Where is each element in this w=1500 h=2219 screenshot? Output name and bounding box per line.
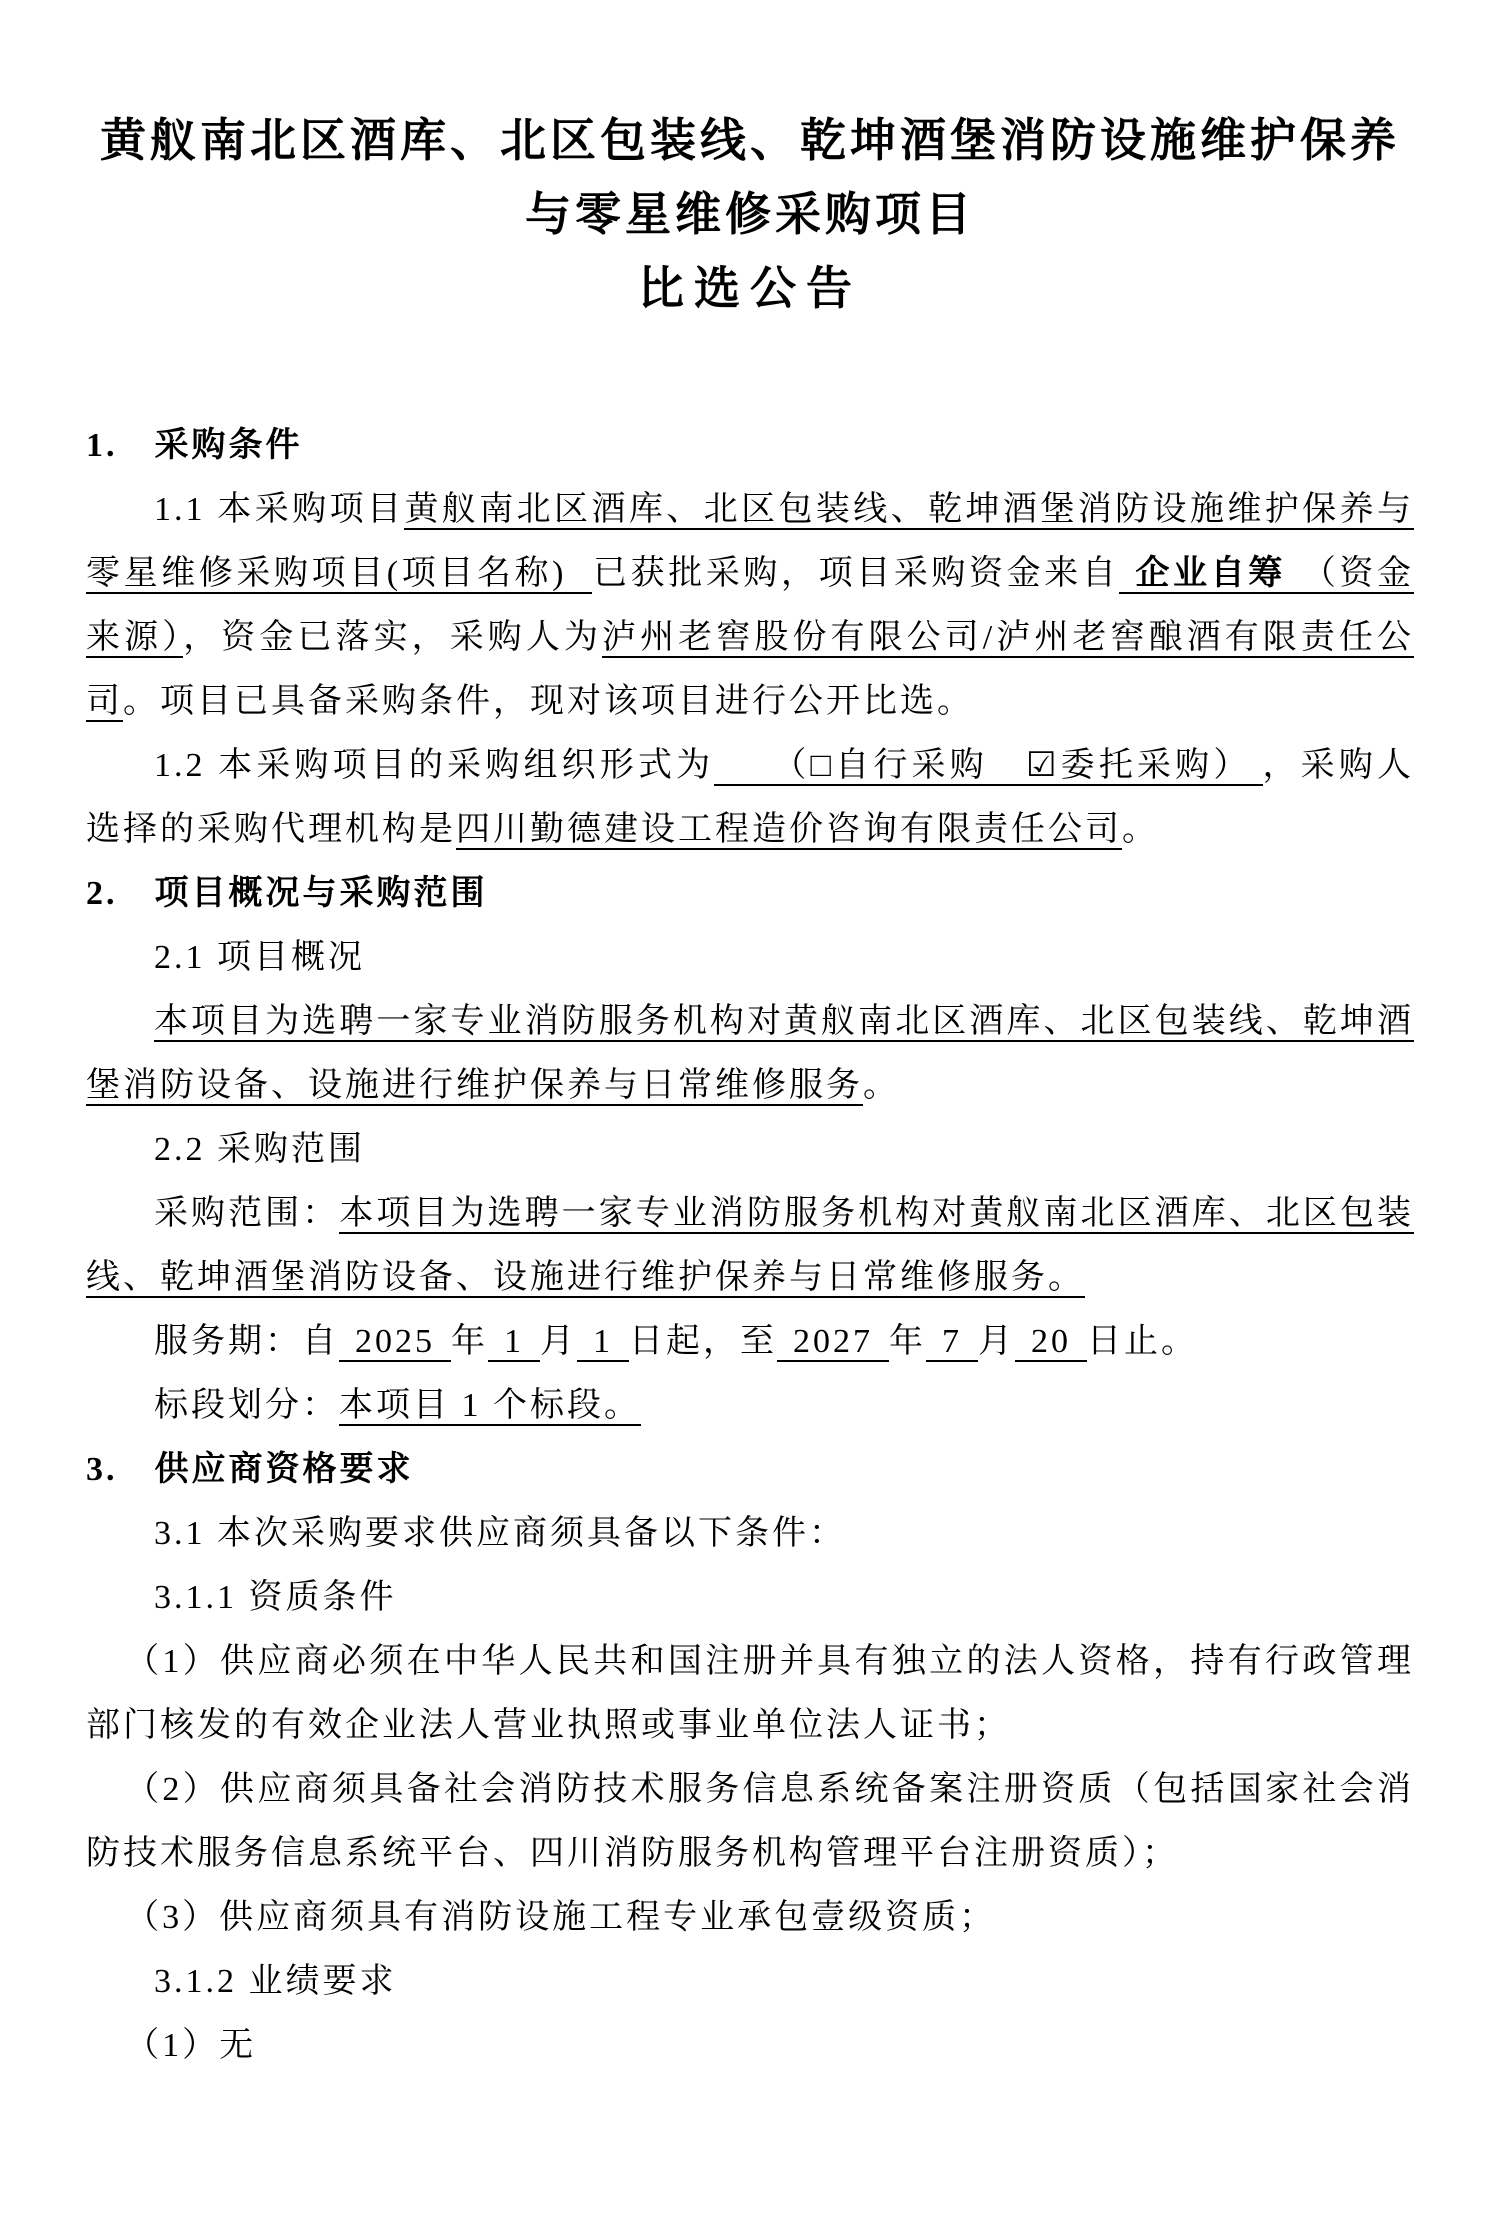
service-end-day-blank: 20 bbox=[1015, 1323, 1087, 1362]
document-body bbox=[86, 414, 1414, 2078]
qualification-item-1: （1）供应商必须在中华人民共和国注册并具有独立的法人资格，持有行政管理部门核发的有效企业法人营业执照或事业单位法人证书； bbox=[86, 1643, 1414, 1744]
text-run: 。项目已具备采购条件，现对该项目进行公开比选。 bbox=[123, 683, 974, 720]
agency-name-underlined: 四川勤德建设工程造价咨询有限责任公司 bbox=[456, 811, 1122, 848]
text-run: 1.2 本采购项目的采购组织形式为 bbox=[154, 747, 715, 784]
text-run: 。 bbox=[863, 1067, 900, 1104]
service-start-year-blank: 2025 bbox=[339, 1323, 451, 1362]
document-title bbox=[86, 104, 1414, 252]
text-run: 月 bbox=[540, 1323, 577, 1360]
title-line-1: 黄舣南北区酒库、北区包装线、乾坤酒堡消防设施维护保养 bbox=[100, 115, 1400, 166]
service-end-year-blank: 2027 bbox=[777, 1323, 889, 1362]
para-3-1-2: 3.1.2 业绩要求 bbox=[154, 1963, 397, 2000]
para-2-1-overview bbox=[86, 990, 1414, 1118]
text-run: 1.1 本采购项目 bbox=[154, 491, 405, 528]
text-run: 年 bbox=[451, 1323, 488, 1360]
service-end-month-blank: 7 bbox=[926, 1323, 978, 1362]
procurement-form-blank: （□自行采购 ☑委托采购） bbox=[714, 747, 1262, 786]
section-1-heading: 1. 采购条件 bbox=[86, 427, 303, 464]
procurement-scope-underlined: 本项目为选聘一家专业消防服务机构对黄舣南北区酒库、北区包装线、乾坤酒堡消防设备、设施进行维护保养与日常维修服务。 bbox=[86, 1195, 1415, 1296]
project-name-underlined: 黄舣南北区酒库、北区包装线、乾坤酒堡消防设施维护保养与零星维修采购项目(项目名称) bbox=[86, 491, 1414, 592]
para-2-2-label: 2.2 采购范围 bbox=[154, 1131, 365, 1168]
funding-source-blank: 企业自筹 bbox=[1119, 555, 1301, 594]
text-run: ，采购人选择的采购代理机构是 bbox=[86, 747, 1414, 848]
text-run: 标段划分： bbox=[154, 1387, 339, 1424]
text-run: ，资金已落实，采购人为 bbox=[183, 619, 603, 656]
text-run: 服务期：自 bbox=[154, 1323, 339, 1360]
title-line-2: 与零星维修采购项目 bbox=[525, 189, 975, 240]
text-run: 日止。 bbox=[1087, 1323, 1198, 1360]
text-run: 年 bbox=[889, 1323, 926, 1360]
text-run: 采购范围： bbox=[154, 1195, 340, 1232]
section-3-heading: 3. 供应商资格要求 bbox=[86, 1451, 414, 1488]
para-1-2 bbox=[86, 734, 1414, 862]
text-run: 月 bbox=[978, 1323, 1015, 1360]
project-overview-underlined: 本项目为选聘一家专业消防服务机构对黄舣南北区酒库、北区包装线、乾坤酒堡消防设备、设施进行维护保养与日常维修服务 bbox=[86, 1003, 1414, 1104]
section-2-heading: 2. 项目概况与采购范围 bbox=[86, 875, 488, 912]
text-run: 日起，至 bbox=[629, 1323, 777, 1360]
text-run: 已获批采购，项目采购资金来自 bbox=[592, 555, 1120, 592]
text-run: 。 bbox=[1122, 811, 1159, 848]
service-start-month-blank: 1 bbox=[488, 1323, 540, 1362]
para-service-period bbox=[86, 1310, 1414, 1374]
service-start-day-blank: 1 bbox=[577, 1323, 629, 1362]
para-3-1: 3.1 本次采购要求供应商须具备以下条件： bbox=[154, 1515, 846, 1552]
para-1-1 bbox=[86, 478, 1414, 734]
para-2-1-label: 2.1 项目概况 bbox=[154, 939, 365, 976]
qualification-item-3: （3）供应商须具有消防设施工程专业承包壹级资质； bbox=[125, 1899, 997, 1936]
para-lot-division bbox=[86, 1374, 1414, 1438]
qualification-item-2: （2）供应商须具备社会消防技术服务信息系统备案注册资质（包括国家社会消防技术服务信息系统平台、四川消防服务机构管理平台注册资质）； bbox=[86, 1771, 1414, 1872]
performance-item-1: （1）无 bbox=[125, 2027, 257, 2064]
buyer-name-underlined: 泸州老窖股份有限公司/泸州老窖酿酒有限责任公司 bbox=[86, 619, 1415, 720]
para-2-2-scope bbox=[86, 1182, 1414, 1310]
para-3-1-1: 3.1.1 资质条件 bbox=[154, 1579, 397, 1616]
funding-source-label-underlined: （资金来源） bbox=[86, 555, 1415, 656]
document-subtitle: 比选公告 bbox=[638, 263, 862, 314]
lot-division-underlined: 本项目 1 个标段。 bbox=[339, 1387, 641, 1424]
